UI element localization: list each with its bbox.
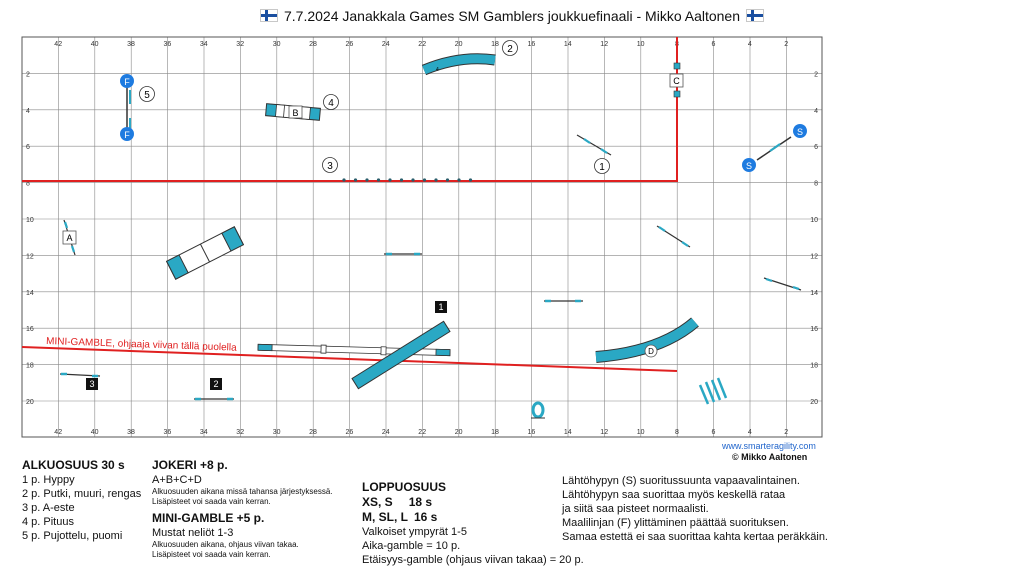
y-axis-label: 16 — [26, 326, 34, 334]
start-marker-label: S — [745, 161, 753, 171]
black-square-3-label: 3 — [89, 379, 95, 389]
x-axis-label: 10 — [636, 41, 645, 48]
x-axis-label: 26 — [345, 429, 354, 436]
start-jump-pole — [770, 144, 780, 151]
jump-lower-right — [764, 278, 801, 290]
y-axis-label: 8 — [26, 180, 30, 188]
rule-line: Maalilinjan (F) ylittäminen päättää suorituksen. — [562, 517, 789, 529]
x-axis-label: 36 — [163, 41, 172, 48]
alku-item: 3 p. A-este — [22, 502, 75, 514]
x-axis-label: 26 — [345, 41, 354, 48]
x-axis-label: 8 — [675, 429, 679, 436]
title-text: 7.7.2024 Janakkala Games SM Gamblers joukkuefinaali - Mikko Aaltonen — [283, 8, 740, 24]
x-axis-label: 16 — [527, 429, 536, 436]
a-frame — [167, 227, 244, 279]
loppu-class-time: 16 s — [414, 510, 438, 524]
alku-item: 2 p. Putki, muuri, rengas — [22, 488, 142, 500]
y-axis-label: 2 — [814, 71, 818, 79]
x-axis-label: 4 — [747, 429, 752, 436]
mini-note: Alkuosuuden aikana, ohjaus viivan takaa. — [152, 540, 299, 549]
x-axis-label: 14 — [563, 41, 572, 48]
x-axis-label: 34 — [199, 429, 208, 436]
y-axis-label: 16 — [810, 326, 818, 334]
x-axis-label: 34 — [199, 41, 208, 48]
white-circle-1-label: 1 — [599, 162, 605, 173]
x-axis-label: 12 — [600, 41, 609, 48]
weave-pole — [434, 178, 437, 181]
letter-a: A — [66, 233, 73, 243]
black-square-2-label: 2 — [213, 379, 219, 389]
alku-item: 1 p. Hyppy — [22, 474, 75, 486]
weave-pole — [446, 178, 449, 181]
weave-pole — [342, 178, 345, 181]
weave-pole — [377, 178, 380, 181]
x-axis-label: 2 — [784, 41, 789, 48]
tire — [533, 403, 543, 417]
y-axis-label: 20 — [26, 399, 34, 406]
loppu-class-label: XS, S — [362, 495, 393, 509]
jump-mini-3 — [60, 374, 100, 376]
jokeri-heading: JOKERI +8 p. — [152, 458, 228, 472]
x-axis-label: 2 — [784, 429, 789, 436]
x-axis-label: 42 — [54, 41, 63, 48]
x-axis-label: 8 — [675, 41, 679, 48]
x-axis-label: 40 — [90, 429, 99, 436]
x-axis-label: 32 — [236, 429, 245, 436]
x-axis-label: 20 — [454, 429, 463, 436]
y-axis-label: 4 — [814, 107, 818, 115]
x-axis-label: 22 — [418, 429, 427, 436]
jokeri-note: Alkuosuuden aikana missä tahansa järjestyksessä. — [152, 487, 333, 496]
y-axis-label: 12 — [810, 253, 818, 261]
mini-text: Mustat neliöt 1-3 — [152, 527, 234, 539]
author-credit: © Mikko Aaltonen — [732, 452, 808, 462]
white-circle-4-label: 4 — [328, 98, 334, 109]
x-axis-label: 28 — [309, 429, 317, 436]
y-axis-label: 4 — [26, 107, 30, 115]
x-axis-label: 24 — [381, 429, 390, 436]
y-axis-labels — [26, 71, 818, 406]
x-axis-label: 20 — [454, 41, 463, 48]
weave-pole — [423, 178, 426, 181]
x-axis-label: 32 — [236, 41, 245, 48]
website-credit: www.smarteragility.com — [722, 441, 816, 451]
x-axis-label: 18 — [491, 429, 499, 436]
mini-note: Lisäpisteet voi saada vain kerran. — [152, 550, 271, 559]
white-circle-3-label: 3 — [327, 161, 333, 172]
loppu-class-label: M, SL, L — [362, 510, 408, 524]
loppu-line: Etäisyys-gamble (ohjaus viivan takaa) = 20 p. — [362, 554, 584, 566]
jump-diagonal-right — [657, 226, 690, 247]
start-marker-label: S — [796, 127, 804, 137]
y-axis-label: 10 — [26, 217, 34, 224]
white-circle-5-label: 5 — [144, 90, 150, 101]
weave-pole — [400, 178, 403, 181]
jokeri-section — [152, 458, 333, 560]
weave-pole — [365, 178, 368, 181]
x-axis-label: 36 — [163, 429, 172, 436]
y-axis-label: 8 — [814, 180, 818, 188]
x-axis-label: 12 — [600, 429, 609, 436]
x-axis-label: 30 — [272, 429, 281, 436]
weave-pole — [457, 178, 460, 181]
rule-line: Lähtöhypyn saa suorittaa myös keskellä rataa — [562, 489, 786, 501]
x-axis-label: 42 — [54, 429, 63, 436]
x-axis-label: 14 — [563, 429, 572, 436]
finish-marker-label: F — [124, 77, 130, 87]
jokeri-formula: A+B+C+D — [152, 474, 202, 486]
weave-pole — [388, 178, 391, 181]
x-axis-label: 6 — [711, 41, 716, 48]
y-axis-label: 6 — [26, 144, 30, 152]
black-square-1-label: 1 — [438, 302, 444, 312]
y-axis-label: 12 — [26, 253, 34, 261]
letter-b: B — [292, 108, 299, 118]
y-axis-label: 6 — [814, 144, 818, 152]
letter-c: C — [673, 76, 680, 86]
x-axis-label: 18 — [491, 41, 499, 48]
loppu-line: Valkoiset ympyrät 1-5 — [362, 526, 467, 538]
loppu-line: Aika-gamble = 10 p. — [362, 540, 461, 552]
x-axis-label: 22 — [418, 41, 427, 48]
alku-item: 4 p. Pituus — [22, 516, 74, 528]
x-axis-label: 38 — [127, 41, 135, 48]
alku-section — [22, 458, 141, 543]
rule-line: Lähtöhypyn (S) suoritussuunta vapaavalintainen. — [562, 475, 800, 487]
alku-item: 5 p. Pujottelu, puomi — [22, 530, 123, 542]
alku-heading: ALKUOSUUS 30 s — [22, 458, 125, 472]
loppu-section — [362, 480, 584, 567]
x-axis-label: 6 — [711, 429, 716, 436]
white-circle-2-label: 2 — [507, 44, 513, 55]
y-axis-label: 14 — [26, 289, 34, 297]
x-axis-label: 38 — [127, 429, 135, 436]
tire-mark-bottom — [674, 91, 680, 97]
weave-pole — [411, 178, 414, 181]
weave-pole — [469, 178, 472, 181]
x-axis-label: 40 — [90, 41, 99, 48]
loppu-heading: LOPPUOSUUS — [362, 480, 447, 494]
x-axis-label: 30 — [272, 41, 281, 48]
tunnel-number-label: 4 — [436, 67, 439, 73]
mini-heading: MINI-GAMBLE +5 p. — [152, 511, 265, 525]
x-axis-label: 28 — [309, 41, 317, 48]
wall — [700, 378, 726, 404]
letter-d: D — [648, 347, 654, 356]
weave-pole — [354, 178, 357, 181]
rule-line: Samaa estettä ei saa suorittaa kahta kertaa peräkkäin. — [562, 531, 828, 543]
y-axis-label: 18 — [26, 362, 34, 370]
finish-marker-label: F — [124, 130, 130, 140]
loppu-class-time: 18 s — [408, 495, 433, 509]
mini-gamble-label: MINI-GAMBLE, ohjaaja viivan tällä puolella — [45, 336, 237, 354]
y-axis-label: 14 — [810, 289, 818, 297]
y-axis-label: 20 — [810, 399, 818, 406]
jokeri-note: Lisäpisteet voi saada vain kerran. — [152, 497, 271, 506]
rules-section — [562, 474, 828, 544]
x-axis-label: 24 — [381, 41, 390, 48]
x-axis-label: 4 — [747, 41, 752, 48]
rule-line: ja siitä saa pisteet normaalisti. — [562, 503, 709, 515]
y-axis-label: 2 — [26, 71, 30, 79]
y-axis-label: 10 — [810, 217, 818, 224]
x-axis-labels — [54, 41, 788, 436]
x-axis-label: 16 — [527, 41, 536, 48]
x-axis-label: 10 — [636, 429, 645, 436]
y-axis-label: 18 — [810, 362, 818, 370]
tire-mark-top — [674, 63, 680, 69]
